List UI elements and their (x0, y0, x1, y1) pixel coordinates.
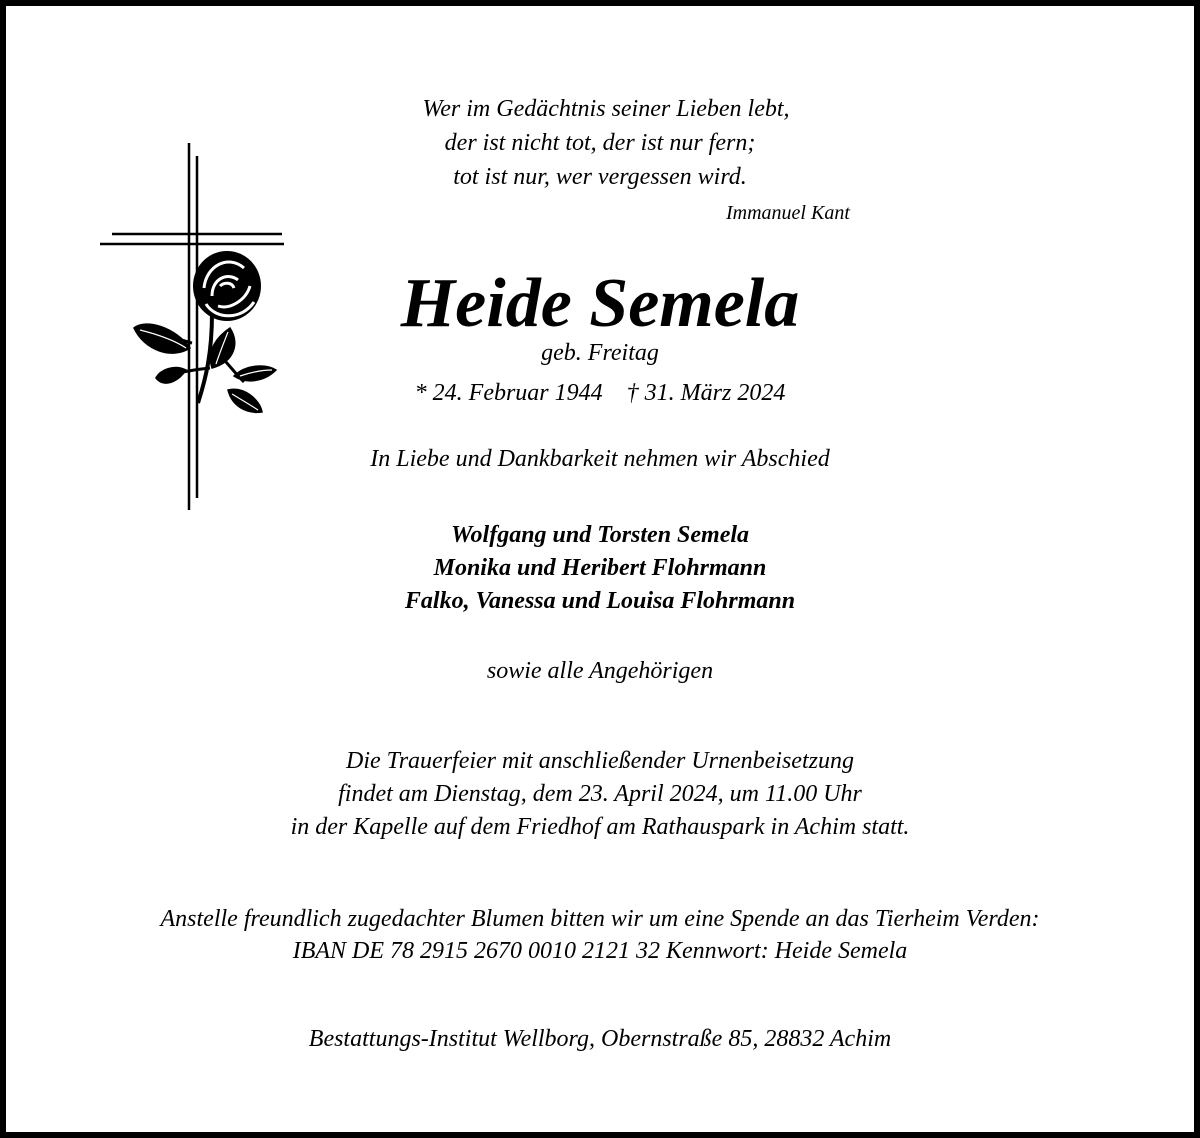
donation-iban: IBAN DE 78 2915 2670 0010 2121 32 Kennwort: Heide Semela (292, 938, 908, 964)
donation-line: Anstelle freundlich zugedachter Blumen bitten wir um eine Spende an das Tierheim Verden: (160, 906, 1040, 932)
ceremony-line: findet am Dienstag, dem 23. April 2024, um 11.00 Uhr (338, 781, 862, 807)
maiden-name: geb. Freitag (541, 340, 659, 366)
quote-line: der ist nicht tot, der ist nur fern; (444, 130, 756, 156)
mourner-line: Monika und Heribert Flohrmann (433, 555, 767, 581)
deceased-name: Heide Semela (400, 265, 800, 342)
mourner-line: Falko, Vanessa und Louisa Flohrmann (404, 588, 796, 614)
funeral-home: Bestattungs-Institut Wellborg, Obernstraße 85, 28832 Achim (308, 1026, 892, 1052)
ceremony-line: in der Kapelle auf dem Friedhof am Rathauspark in Achim statt. (290, 814, 910, 840)
quote-line: tot ist nur, wer vergessen wird. (453, 164, 747, 190)
mourner-line: Wolfgang und Torsten Semela (450, 522, 750, 548)
quote-line: Wer im Gedächtnis seiner Lieben lebt, (422, 96, 790, 122)
farewell-text: In Liebe und Dankbarkeit nehmen wir Abschied (370, 446, 830, 472)
relatives-text: sowie alle Angehörigen (486, 658, 714, 684)
life-dates: * 24. Februar 1944 † 31. März 2024 (414, 380, 786, 406)
quote-author: Immanuel Kant (726, 202, 850, 224)
ceremony-line: Die Trauerfeier mit anschließender Urnenbeisetzung (346, 748, 854, 774)
